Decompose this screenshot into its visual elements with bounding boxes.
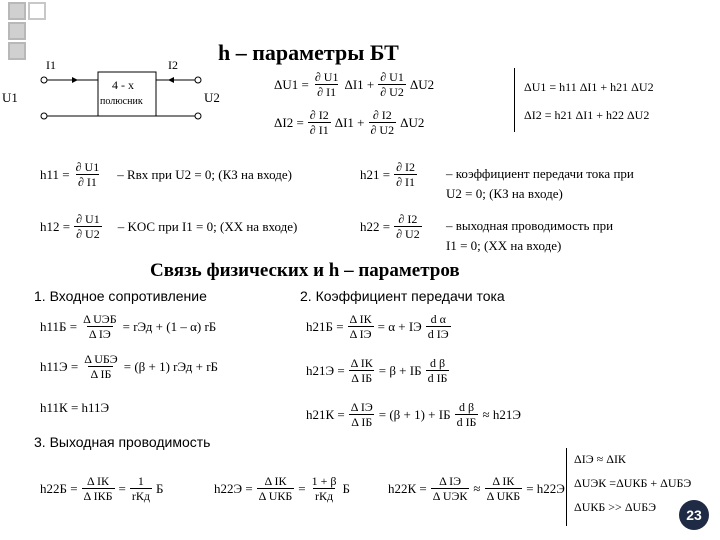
formula-extra: Б [155, 480, 164, 496]
formula-rhs: = (β + 1) rЭд + rБ [123, 358, 218, 374]
formula-h11b [40, 312, 216, 341]
frac-den: Δ IБ [90, 367, 112, 381]
delta-fraction [82, 474, 115, 503]
partial-fraction [308, 108, 331, 137]
separator-line [514, 68, 515, 132]
formula-h21k [306, 400, 521, 429]
formula-mid: = (β + 1) + IБ [378, 406, 451, 422]
formula-h21b [306, 312, 451, 341]
formula-h11e [40, 352, 218, 381]
frac-den: ∂ I1 [396, 175, 416, 189]
page-title: h – параметры БТ [218, 40, 399, 65]
section-2-heading: 2. Коэффициент передачи тока [300, 288, 505, 304]
page-number: 23 [686, 507, 702, 523]
equation-du1 [274, 70, 434, 99]
quadripole-diagram [2, 58, 228, 128]
def-lhs: h22 = [360, 218, 391, 234]
partial-fraction [394, 212, 422, 241]
delta-fraction [82, 352, 120, 381]
eq-term: ΔU2 [409, 76, 435, 92]
derivative-fraction [426, 356, 450, 385]
frac-num: Δ IК [492, 474, 515, 488]
section-3-heading: 3. Выходная проводимость [34, 434, 211, 450]
note-3: ΔUКБ >> ΔUБЭ [574, 500, 657, 514]
frac-num: d β [458, 400, 475, 414]
frac-den: ∂ I1 [317, 85, 337, 99]
frac-num: 1 + β [311, 474, 337, 488]
partial-fraction [394, 160, 417, 189]
delta-fraction [81, 312, 119, 341]
frac-den: Δ UКБ [486, 489, 521, 503]
equation-di2 [274, 108, 424, 137]
frac-num: Δ IК [86, 474, 110, 488]
delta-fraction [349, 356, 375, 385]
formula-lhs: h21К = [306, 406, 345, 422]
partial-fraction [378, 70, 406, 99]
frac-den: ∂ U2 [370, 123, 395, 137]
frac-num: 1 [137, 474, 144, 488]
frac-den: ∂ I1 [77, 175, 97, 189]
frac-num: d α [430, 312, 446, 326]
h-equation-2: ΔI2 = h21 ΔI1 + h22 ΔU2 [524, 108, 650, 122]
frac-num: ∂ I2 [372, 108, 392, 122]
def-h21-text-2: U2 = 0; (КЗ на входе) [446, 186, 563, 201]
decor-square [8, 2, 26, 20]
ratio-fraction [130, 474, 152, 503]
formula-lhs: h22К = [388, 480, 427, 496]
def-text: – Rвх при U2 = 0; (КЗ на входе) [117, 166, 292, 182]
def-lhs: h12 = [40, 218, 71, 234]
formula-h11k: h11К = h11Э [40, 400, 110, 415]
ratio-fraction [310, 474, 339, 503]
frac-num: d β [429, 356, 446, 370]
frac-den: Δ IБ [351, 371, 373, 385]
current-i2-label: I2 [168, 58, 178, 72]
frac-num: Δ IК [350, 356, 373, 370]
note-1: ΔIЭ ≈ ΔIК [574, 452, 626, 466]
formula-lhs: h11Б = [40, 318, 78, 334]
frac-den: ∂ U2 [380, 85, 404, 99]
frac-den: d IЭ [427, 327, 449, 341]
formula-mid: = β + IБ [378, 362, 422, 378]
frac-den: ∂ U2 [76, 227, 100, 241]
frac-den: Δ IЭ [88, 327, 111, 341]
circuit-lines [28, 58, 228, 128]
eq-term: ΔI1 + [334, 114, 365, 130]
formula-lhs: h22Э = [214, 480, 253, 496]
delta-fraction [348, 312, 374, 341]
frac-den: Δ UЭК [432, 489, 468, 503]
def-h21-text-1: – коэффициент передачи тока при [446, 166, 634, 181]
frac-den: ∂ I1 [309, 123, 329, 137]
def-text: – KОС при I1 = 0; (ХХ на входе) [117, 218, 298, 234]
formula-lhs: h11Э = [40, 358, 79, 374]
h-equation-1: ΔU1 = h11 ΔI1 + h21 ΔU2 [524, 80, 654, 94]
frac-num: Δ IК [349, 312, 372, 326]
frac-num: Δ IЭ [350, 400, 373, 414]
frac-num: ∂ U1 [76, 212, 100, 226]
voltage-u2-label: U2 [204, 90, 220, 105]
eq-lhs: ΔU1 = [274, 76, 309, 92]
frac-num: Δ IК [264, 474, 287, 488]
frac-num: ∂ U1 [75, 160, 100, 174]
frac-den: d IБ [427, 371, 448, 385]
def-lhs: h21 = [360, 166, 391, 182]
frac-num: ∂ I2 [309, 108, 329, 122]
eq-lhs: ΔI2 = [274, 114, 304, 130]
formula-eq: = [118, 480, 126, 496]
page-number-badge [679, 500, 709, 530]
partial-fraction [369, 108, 397, 137]
derivative-fraction [426, 312, 451, 341]
formula-h22b [40, 474, 163, 503]
def-h21 [360, 160, 417, 189]
frac-den: Δ UКБ [258, 489, 293, 503]
box-label-2: полюсник [100, 96, 143, 107]
formula-rhs: = rЭд + (1 – α) rБ [122, 318, 217, 334]
frac-den: rКд [315, 489, 334, 503]
formula-tail: ≈ h21Э [482, 406, 521, 422]
section-1-heading: 1. Входное сопротивление [34, 288, 207, 304]
frac-num: Δ UБЭ [84, 352, 118, 366]
box-label-1: 4 - х [112, 78, 134, 92]
section-subtitle: Связь физических и h – параметров [150, 260, 460, 281]
frac-den: ∂ U2 [396, 227, 420, 241]
frac-num: ∂ U1 [314, 70, 339, 84]
frac-num: ∂ I2 [396, 160, 416, 174]
delta-fraction [485, 474, 523, 503]
delta-fraction [257, 474, 295, 503]
delta-fraction [349, 400, 375, 429]
def-h12 [40, 212, 297, 241]
decor-square [8, 22, 26, 40]
voltage-u1-label: U1 [2, 90, 18, 105]
def-h11 [40, 160, 292, 189]
note-2: ΔUЭК =ΔUКБ + ΔUБЭ [574, 476, 692, 490]
partial-fraction [74, 160, 102, 189]
frac-den: d IБ [456, 415, 477, 429]
eq-term: ΔU2 [400, 114, 425, 130]
formula-extra: Б [342, 480, 350, 496]
partial-fraction [74, 212, 102, 241]
formula-mid: = α + IЭ [377, 318, 422, 334]
notes-separator [566, 448, 567, 526]
derivative-fraction [455, 400, 479, 429]
def-lhs: h11 = [40, 166, 70, 182]
formula-eq: = [298, 480, 306, 496]
frac-num: Δ IЭ [439, 474, 462, 488]
formula-h22e [214, 474, 350, 503]
formula-lhs: h21Б = [306, 318, 344, 334]
formula-lhs: h22Б = [40, 480, 78, 496]
frac-den: Δ IБ [351, 415, 373, 429]
formula-lhs: h21Э = [306, 362, 345, 378]
frac-den: Δ IЭ [349, 327, 372, 341]
delta-fraction [431, 474, 470, 503]
decor-square [28, 2, 46, 20]
formula-h21e [306, 356, 449, 385]
current-i1-label: I1 [46, 58, 56, 72]
decor-square [8, 42, 26, 60]
formula-tail: = h22Э [526, 480, 565, 496]
frac-den: Δ IКБ [83, 489, 113, 503]
frac-num: ∂ I2 [398, 212, 418, 226]
def-h22 [360, 212, 422, 241]
formula-h22k [388, 474, 565, 503]
partial-fraction [313, 70, 341, 99]
frac-num: Δ UЭБ [83, 312, 117, 326]
def-h22-text-1: – выходная проводимость при [446, 218, 614, 233]
eq-term: ΔI1 + [344, 76, 375, 92]
formula-approx: ≈ [473, 480, 481, 496]
def-h22-text-2: I1 = 0; (ХХ на входе) [446, 238, 562, 253]
frac-num: ∂ U1 [380, 70, 404, 84]
frac-den: rКд [131, 489, 150, 503]
